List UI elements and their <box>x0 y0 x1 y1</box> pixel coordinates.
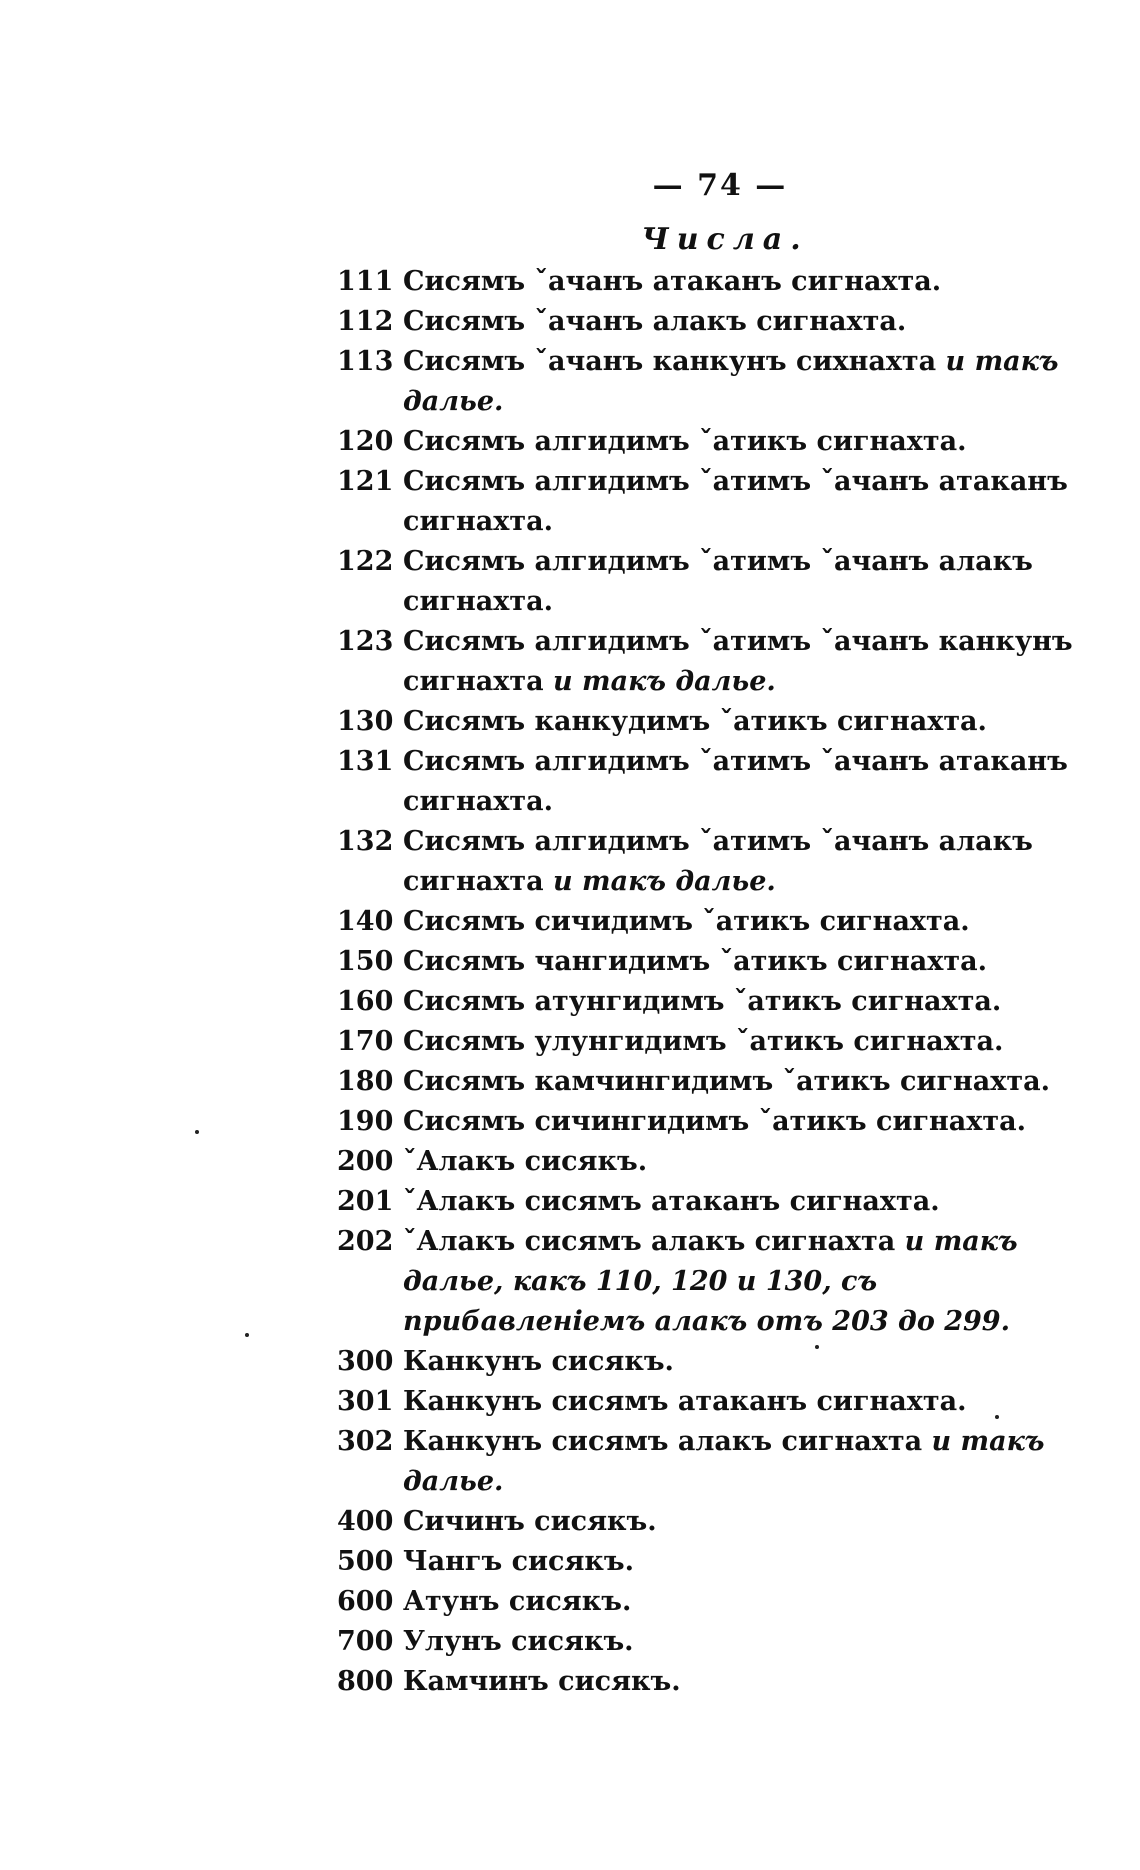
stray-print-mark <box>245 1333 249 1337</box>
entry-number: 112 <box>337 306 394 337</box>
stray-print-mark <box>995 1415 999 1419</box>
entry-text: Сисямъ атунгидимъ ˇатикъ сигнахта. <box>403 986 1002 1017</box>
stray-print-mark <box>815 1345 819 1349</box>
entry-number: 123 <box>337 626 394 657</box>
list-item <box>337 422 1137 462</box>
entry-tail-note: и такъ далье, какъ 110, 120 и 130, съ прибавленіемъ алакъ отъ 203 до 299. <box>403 1226 1018 1337</box>
entry-text: Сисямъ алгидимъ ˇатимъ ˇачанъ алакъ сигнахта <box>403 826 1033 897</box>
entry-number: 150 <box>337 946 394 977</box>
entry-tail-note: и такъ далье. <box>403 346 1059 417</box>
list-item <box>337 742 1137 822</box>
entry-number: 200 <box>337 1146 394 1177</box>
list-item <box>337 1182 1137 1222</box>
list-item <box>337 1502 1137 1542</box>
entry-text: Атунъ сисякъ. <box>403 1586 632 1617</box>
list-item <box>337 1142 1137 1182</box>
entry-number: 140 <box>337 906 394 937</box>
entry-text-wrap <box>403 1422 1123 1502</box>
entry-text: ˇАлакъ сисямъ алакъ сигнахта <box>403 1226 896 1257</box>
entry-text: Сисямъ улунгидимъ ˇатикъ сигнахта. <box>403 1026 1004 1057</box>
entry-text-wrap <box>403 342 1123 422</box>
entry-number: 132 <box>337 826 394 857</box>
list-item <box>337 302 1137 342</box>
list-item <box>337 1102 1137 1142</box>
entry-text: Сисямъ алгидимъ ˇатимъ ˇачанъ атаканъ сигнахта. <box>403 466 1068 537</box>
list-item <box>337 1422 1137 1502</box>
list-item <box>337 702 1137 742</box>
entry-text: Улунъ сисякъ. <box>403 1626 634 1657</box>
list-item <box>337 342 1137 422</box>
list-item <box>337 982 1137 1022</box>
entry-text: Камчинъ сисякъ. <box>403 1666 681 1697</box>
entry-number: 800 <box>337 1666 394 1697</box>
entry-number: 131 <box>337 746 394 777</box>
entry-number: 190 <box>337 1106 394 1137</box>
entry-text: Канкунъ сисямъ атаканъ сигнахта. <box>403 1386 967 1417</box>
entry-number: 121 <box>337 466 394 497</box>
entry-text: Сисямъ ˇачанъ атаканъ сигнахта. <box>403 266 942 297</box>
entry-text: Канкунъ сисямъ алакъ сигнахта <box>403 1426 923 1457</box>
list-item <box>337 542 1137 622</box>
entry-text: ˇАлакъ сисякъ. <box>403 1146 648 1177</box>
entry-text-wrap <box>403 822 1123 902</box>
entry-text-wrap <box>403 1222 1123 1342</box>
entry-number: 302 <box>337 1426 394 1457</box>
list-item <box>337 462 1137 542</box>
numbers-list <box>337 262 1137 1702</box>
list-item <box>337 942 1137 982</box>
entry-number: 500 <box>337 1546 394 1577</box>
list-item <box>337 1622 1137 1662</box>
entry-tail-note: и такъ далье. <box>403 1426 1045 1497</box>
page-number: — 74 — <box>652 168 788 203</box>
entry-number: 160 <box>337 986 394 1017</box>
entry-number: 400 <box>337 1506 394 1537</box>
entry-number: 170 <box>337 1026 394 1057</box>
list-item <box>337 822 1137 902</box>
entry-text: Сичинъ сисякъ. <box>403 1506 657 1537</box>
entry-number: 122 <box>337 546 394 577</box>
entry-number: 120 <box>337 426 394 457</box>
entry-number: 111 <box>337 266 394 297</box>
entry-number: 301 <box>337 1386 394 1417</box>
list-item <box>337 1662 1137 1702</box>
list-item <box>337 1582 1137 1622</box>
entry-text: Сисямъ ˇачанъ алакъ сигнахта. <box>403 306 907 337</box>
entry-text: Сисямъ алгидимъ ˇатимъ ˇачанъ алакъ сигнахта. <box>403 546 1033 617</box>
entry-text: Сисямъ сичидимъ ˇатикъ сигнахта. <box>403 906 970 937</box>
entry-text: Сисямъ алгидимъ ˇатимъ ˇачанъ канкунъ сигнахта <box>403 626 1073 697</box>
entry-text: Сисямъ алгидимъ ˇатимъ ˇачанъ атаканъ сигнахта. <box>403 746 1068 817</box>
list-item <box>337 1062 1137 1102</box>
list-item <box>337 262 1137 302</box>
entry-text: Сисямъ канкудимъ ˇатикъ сигнахта. <box>403 706 987 737</box>
list-item <box>337 1022 1137 1062</box>
stray-print-mark <box>195 1130 199 1134</box>
entry-number: 113 <box>337 346 394 377</box>
entry-number: 600 <box>337 1586 394 1617</box>
entry-number: 130 <box>337 706 394 737</box>
entry-number: 700 <box>337 1626 394 1657</box>
entry-text: ˇАлакъ сисямъ атаканъ сигнахта. <box>403 1186 940 1217</box>
entry-tail-note: и такъ далье. <box>543 866 776 897</box>
list-item <box>337 622 1137 702</box>
list-item <box>337 1222 1137 1342</box>
entry-text: Сисямъ алгидимъ ˇатикъ сигнахта. <box>403 426 967 457</box>
list-item <box>337 1542 1137 1582</box>
list-item <box>337 902 1137 942</box>
entry-number: 300 <box>337 1346 394 1377</box>
section-title: Числа. <box>641 222 809 257</box>
entry-tail-note: и такъ далье. <box>543 666 776 697</box>
entry-text: Сисямъ чангидимъ ˇатикъ сигнахта. <box>403 946 987 977</box>
entry-number: 180 <box>337 1066 394 1097</box>
entry-text: Сисямъ сичингидимъ ˇатикъ сигнахта. <box>403 1106 1026 1137</box>
entry-text: Канкунъ сисякъ. <box>403 1346 674 1377</box>
entry-number: 201 <box>337 1186 394 1217</box>
entry-text: Сисямъ камчингидимъ ˇатикъ сигнахта. <box>403 1066 1050 1097</box>
entry-number: 202 <box>337 1226 394 1257</box>
entry-text: Чангъ сисякъ. <box>403 1546 635 1577</box>
entry-text-wrap <box>403 622 1123 702</box>
entry-text: Сисямъ ˇачанъ канкунъ сихнахта <box>403 346 937 377</box>
list-item <box>337 1382 1137 1422</box>
list-item <box>337 1342 1137 1382</box>
